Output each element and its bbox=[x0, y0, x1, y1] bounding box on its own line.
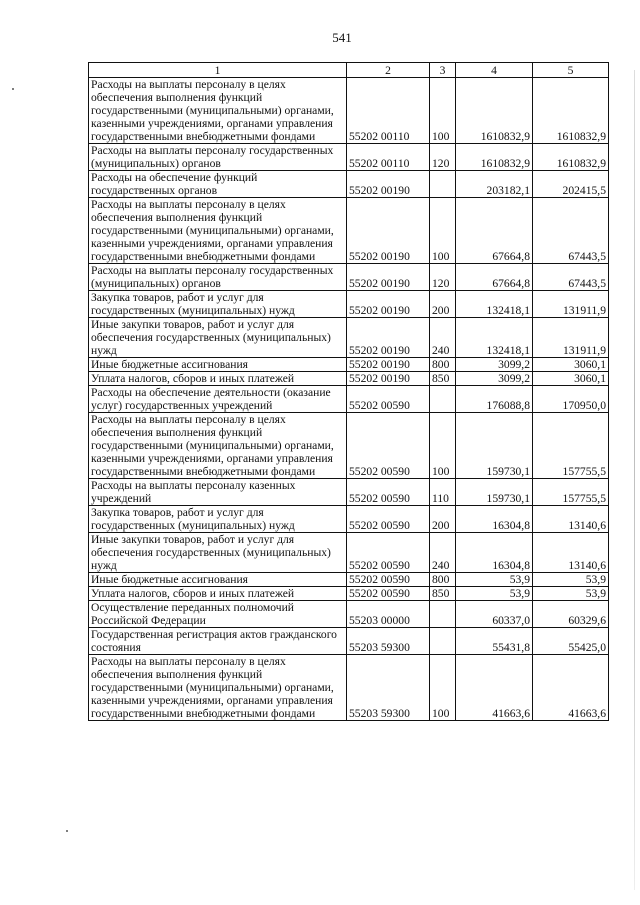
row-name-cell: Расходы на выплаты персоналу в целях обеспечения выполнения функций государственными (муниципальными) органами, казенными учреждениями, органами управления государственными внебюджетными фондами bbox=[89, 78, 347, 144]
row-value-col5-cell: 131911,9 bbox=[533, 291, 609, 318]
row-type-cell: 800 bbox=[430, 573, 456, 587]
row-type-cell: 800 bbox=[430, 358, 456, 372]
row-name-cell: Расходы на обеспечение деятельности (оказание услуг) государственных учреждений bbox=[89, 386, 347, 413]
column-header: 3 bbox=[430, 63, 456, 78]
column-header: 4 bbox=[456, 63, 533, 78]
row-value-col5-cell: 41663,6 bbox=[533, 655, 609, 721]
table-row bbox=[89, 78, 609, 144]
row-name-cell: Иные бюджетные ассигнования bbox=[89, 358, 347, 372]
row-code-cell: 55202 00590 bbox=[347, 533, 430, 573]
row-type-cell: 240 bbox=[430, 318, 456, 358]
row-code-cell: 55202 00190 bbox=[347, 264, 430, 291]
row-code-cell: 55202 00190 bbox=[347, 198, 430, 264]
row-name-cell: Расходы на выплаты персоналу государственных (муниципальных) органов bbox=[89, 264, 347, 291]
row-type-cell: 100 bbox=[430, 655, 456, 721]
column-header: 5 bbox=[533, 63, 609, 78]
row-value-col5-cell: 13140,6 bbox=[533, 506, 609, 533]
row-type-cell: 100 bbox=[430, 413, 456, 479]
row-value-col4-cell: 60337,0 bbox=[456, 601, 533, 628]
row-name-cell: Иные закупки товаров, работ и услуг для обеспечения государственных (муниципальных) нужд bbox=[89, 533, 347, 573]
table-row bbox=[89, 291, 609, 318]
row-code-cell: 55202 00590 bbox=[347, 479, 430, 506]
row-code-cell: 55203 59300 bbox=[347, 655, 430, 721]
row-code-cell: 55202 00190 bbox=[347, 318, 430, 358]
table-row bbox=[89, 479, 609, 506]
row-code-cell: 55203 00000 bbox=[347, 601, 430, 628]
row-type-cell: 100 bbox=[430, 78, 456, 144]
budget-table bbox=[88, 62, 609, 721]
row-name-cell: Закупка товаров, работ и услуг для государственных (муниципальных) нужд bbox=[89, 506, 347, 533]
row-value-col4-cell: 132418,1 bbox=[456, 291, 533, 318]
table-row bbox=[89, 358, 609, 372]
table-header-row bbox=[89, 63, 609, 78]
table-row bbox=[89, 386, 609, 413]
row-name-cell: Иные бюджетные ассигнования bbox=[89, 573, 347, 587]
table-row bbox=[89, 144, 609, 171]
row-name-cell: Расходы на выплаты персоналу государственных (муниципальных) органов bbox=[89, 144, 347, 171]
row-type-cell bbox=[430, 628, 456, 655]
row-code-cell: 55202 00190 bbox=[347, 291, 430, 318]
row-name-cell: Расходы на обеспечение функций государственных органов bbox=[89, 171, 347, 198]
row-type-cell: 120 bbox=[430, 264, 456, 291]
row-value-col5-cell: 53,9 bbox=[533, 587, 609, 601]
row-value-col5-cell: 3060,1 bbox=[533, 358, 609, 372]
row-value-col5-cell: 131911,9 bbox=[533, 318, 609, 358]
row-value-col4-cell: 132418,1 bbox=[456, 318, 533, 358]
table-row bbox=[89, 506, 609, 533]
table-row bbox=[89, 601, 609, 628]
table-row bbox=[89, 198, 609, 264]
row-value-col5-cell: 67443,5 bbox=[533, 264, 609, 291]
row-name-cell: Закупка товаров, работ и услуг для государственных (муниципальных) нужд bbox=[89, 291, 347, 318]
row-value-col4-cell: 67664,8 bbox=[456, 198, 533, 264]
row-code-cell: 55202 00590 bbox=[347, 386, 430, 413]
table-row bbox=[89, 573, 609, 587]
row-value-col5-cell: 170950,0 bbox=[533, 386, 609, 413]
row-value-col5-cell: 1610832,9 bbox=[533, 144, 609, 171]
page-number: 541 bbox=[332, 30, 352, 45]
row-value-col5-cell: 60329,6 bbox=[533, 601, 609, 628]
row-code-cell: 55202 00190 bbox=[347, 171, 430, 198]
row-name-cell: Осуществление переданных полномочий Российской Федерации bbox=[89, 601, 347, 628]
table-row bbox=[89, 655, 609, 721]
row-name-cell: Расходы на выплаты персоналу в целях обеспечения выполнения функций государственными (муниципальными) органами, казенными учреждениями, органами управления государственными внебюджетными фондами bbox=[89, 413, 347, 479]
row-value-col5-cell: 157755,5 bbox=[533, 413, 609, 479]
row-type-cell: 110 bbox=[430, 479, 456, 506]
column-header: 2 bbox=[347, 63, 430, 78]
row-name-cell: Уплата налогов, сборов и иных платежей bbox=[89, 587, 347, 601]
row-type-cell bbox=[430, 386, 456, 413]
row-value-col4-cell: 53,9 bbox=[456, 587, 533, 601]
row-value-col5-cell: 3060,1 bbox=[533, 372, 609, 386]
row-name-cell: Уплата налогов, сборов и иных платежей bbox=[89, 372, 347, 386]
row-type-cell: 200 bbox=[430, 291, 456, 318]
row-name-cell: Иные закупки товаров, работ и услуг для обеспечения государственных (муниципальных) нужд bbox=[89, 318, 347, 358]
row-value-col4-cell: 16304,8 bbox=[456, 506, 533, 533]
table-row bbox=[89, 318, 609, 358]
row-value-col4-cell: 203182,1 bbox=[456, 171, 533, 198]
row-code-cell: 55203 59300 bbox=[347, 628, 430, 655]
row-code-cell: 55202 00590 bbox=[347, 587, 430, 601]
table-row bbox=[89, 587, 609, 601]
row-code-cell: 55202 00590 bbox=[347, 573, 430, 587]
row-code-cell: 55202 00190 bbox=[347, 358, 430, 372]
row-type-cell: 100 bbox=[430, 198, 456, 264]
row-name-cell: Расходы на выплаты персоналу казенных учреждений bbox=[89, 479, 347, 506]
row-type-cell: 200 bbox=[430, 506, 456, 533]
row-value-col4-cell: 1610832,9 bbox=[456, 78, 533, 144]
row-value-col5-cell: 67443,5 bbox=[533, 198, 609, 264]
table-row bbox=[89, 372, 609, 386]
row-value-col4-cell: 3099,2 bbox=[456, 372, 533, 386]
table-row bbox=[89, 533, 609, 573]
row-value-col4-cell: 176088,8 bbox=[456, 386, 533, 413]
row-type-cell bbox=[430, 601, 456, 628]
row-type-cell: 240 bbox=[430, 533, 456, 573]
row-name-cell: Расходы на выплаты персоналу в целях обеспечения выполнения функций государственными (муниципальными) органами, казенными учреждениями, органами управления государственными внебюджетными фондами bbox=[89, 655, 347, 721]
row-code-cell: 55202 00190 bbox=[347, 372, 430, 386]
table-row bbox=[89, 628, 609, 655]
row-type-cell: 120 bbox=[430, 144, 456, 171]
row-value-col5-cell: 13140,6 bbox=[533, 533, 609, 573]
row-code-cell: 55202 00590 bbox=[347, 413, 430, 479]
row-value-col4-cell: 159730,1 bbox=[456, 479, 533, 506]
table-row bbox=[89, 171, 609, 198]
row-value-col5-cell: 202415,5 bbox=[533, 171, 609, 198]
row-code-cell: 55202 00110 bbox=[347, 78, 430, 144]
row-value-col5-cell: 55425,0 bbox=[533, 628, 609, 655]
row-value-col4-cell: 55431,8 bbox=[456, 628, 533, 655]
table-row bbox=[89, 413, 609, 479]
row-value-col4-cell: 3099,2 bbox=[456, 358, 533, 372]
row-code-cell: 55202 00110 bbox=[347, 144, 430, 171]
row-name-cell: Государственная регистрация актов гражданского состояния bbox=[89, 628, 347, 655]
row-value-col4-cell: 53,9 bbox=[456, 573, 533, 587]
row-value-col5-cell: 1610832,9 bbox=[533, 78, 609, 144]
row-code-cell: 55202 00590 bbox=[347, 506, 430, 533]
row-value-col4-cell: 159730,1 bbox=[456, 413, 533, 479]
row-type-cell bbox=[430, 171, 456, 198]
row-value-col4-cell: 67664,8 bbox=[456, 264, 533, 291]
row-value-col4-cell: 16304,8 bbox=[456, 533, 533, 573]
column-header: 1 bbox=[89, 63, 347, 78]
scan-speck bbox=[12, 88, 14, 90]
row-type-cell: 850 bbox=[430, 372, 456, 386]
row-type-cell: 850 bbox=[430, 587, 456, 601]
row-value-col4-cell: 41663,6 bbox=[456, 655, 533, 721]
row-value-col5-cell: 53,9 bbox=[533, 573, 609, 587]
row-value-col5-cell: 157755,5 bbox=[533, 479, 609, 506]
row-value-col4-cell: 1610832,9 bbox=[456, 144, 533, 171]
table-row bbox=[89, 264, 609, 291]
scan-edge-shadow bbox=[634, 70, 635, 890]
scan-speck bbox=[66, 830, 68, 832]
row-name-cell: Расходы на выплаты персоналу в целях обеспечения выполнения функций государственными (муниципальными) органами, казенными учреждениями, органами управления государственными внебюджетными фондами bbox=[89, 198, 347, 264]
